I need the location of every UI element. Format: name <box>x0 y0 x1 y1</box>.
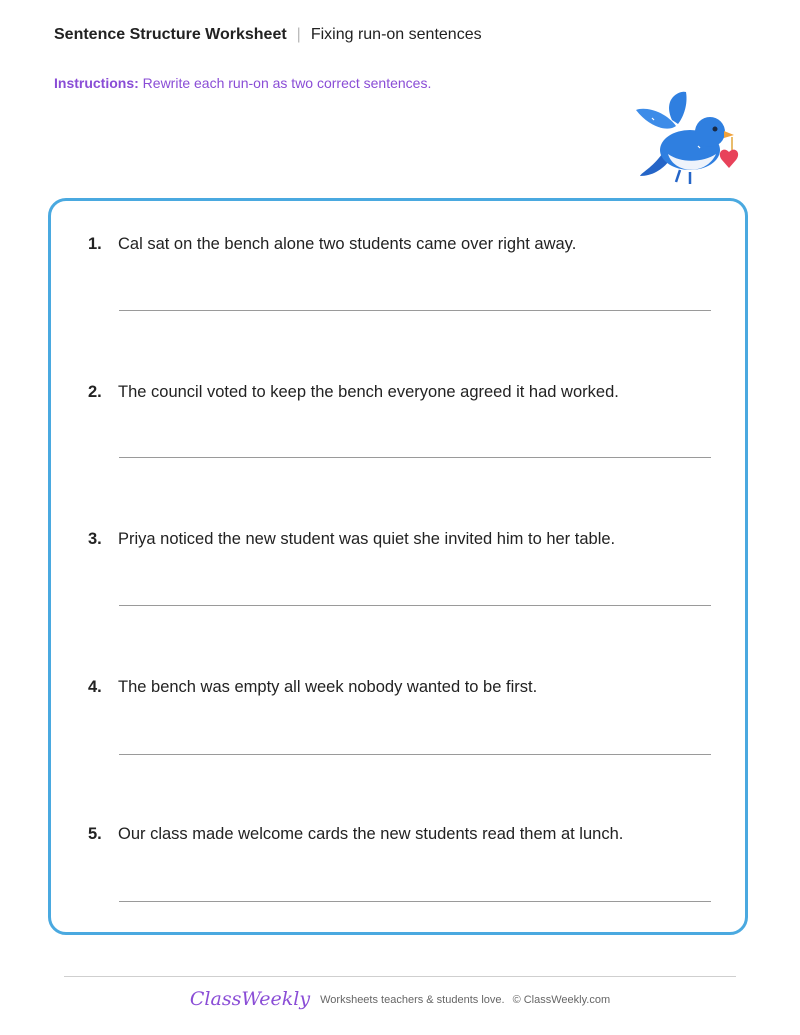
question-number: 1. <box>88 235 102 253</box>
question-item <box>88 825 623 844</box>
classweekly-logo: ClassWeekly <box>189 988 311 1010</box>
answer-line[interactable] <box>119 310 711 311</box>
instructions-label: Instructions: <box>54 75 139 91</box>
question-text: Our class made welcome cards the new students read them at lunch. <box>118 825 624 843</box>
answer-line[interactable] <box>119 457 711 458</box>
question-item <box>88 678 537 697</box>
question-item <box>88 383 619 402</box>
answer-line[interactable] <box>119 901 711 902</box>
question-number: 2. <box>88 383 102 401</box>
question-number: 4. <box>88 678 102 696</box>
bluebird-with-heart-icon <box>632 88 744 188</box>
footer-divider <box>64 976 736 977</box>
instructions <box>54 75 431 91</box>
worksheet-title: Sentence Structure Worksheet <box>54 26 287 43</box>
footer-copyright: © ClassWeekly.com <box>512 994 611 1006</box>
question-text: The council voted to keep the bench everyone agreed it had worked. <box>118 383 619 401</box>
question-text: The bench was empty all week nobody wanted to be first. <box>118 678 538 696</box>
instructions-text: Rewrite each run-on as two correct sentences. <box>142 75 432 91</box>
footer <box>0 988 800 1010</box>
question-text: Cal sat on the bench alone two students came over right away. <box>118 235 577 253</box>
worksheet-header <box>54 26 482 44</box>
answer-line[interactable] <box>119 754 711 755</box>
question-number: 3. <box>88 530 102 548</box>
answer-line[interactable] <box>119 605 711 606</box>
question-number: 5. <box>88 825 102 843</box>
question-item <box>88 530 615 549</box>
question-text: Priya noticed the new student was quiet she invited him to her table. <box>118 530 616 548</box>
footer-tagline: Worksheets teachers & students love. <box>320 994 505 1006</box>
question-item <box>88 235 576 254</box>
header-separator: | <box>296 26 301 43</box>
worksheet-subtitle: Fixing run-on sentences <box>310 26 482 43</box>
